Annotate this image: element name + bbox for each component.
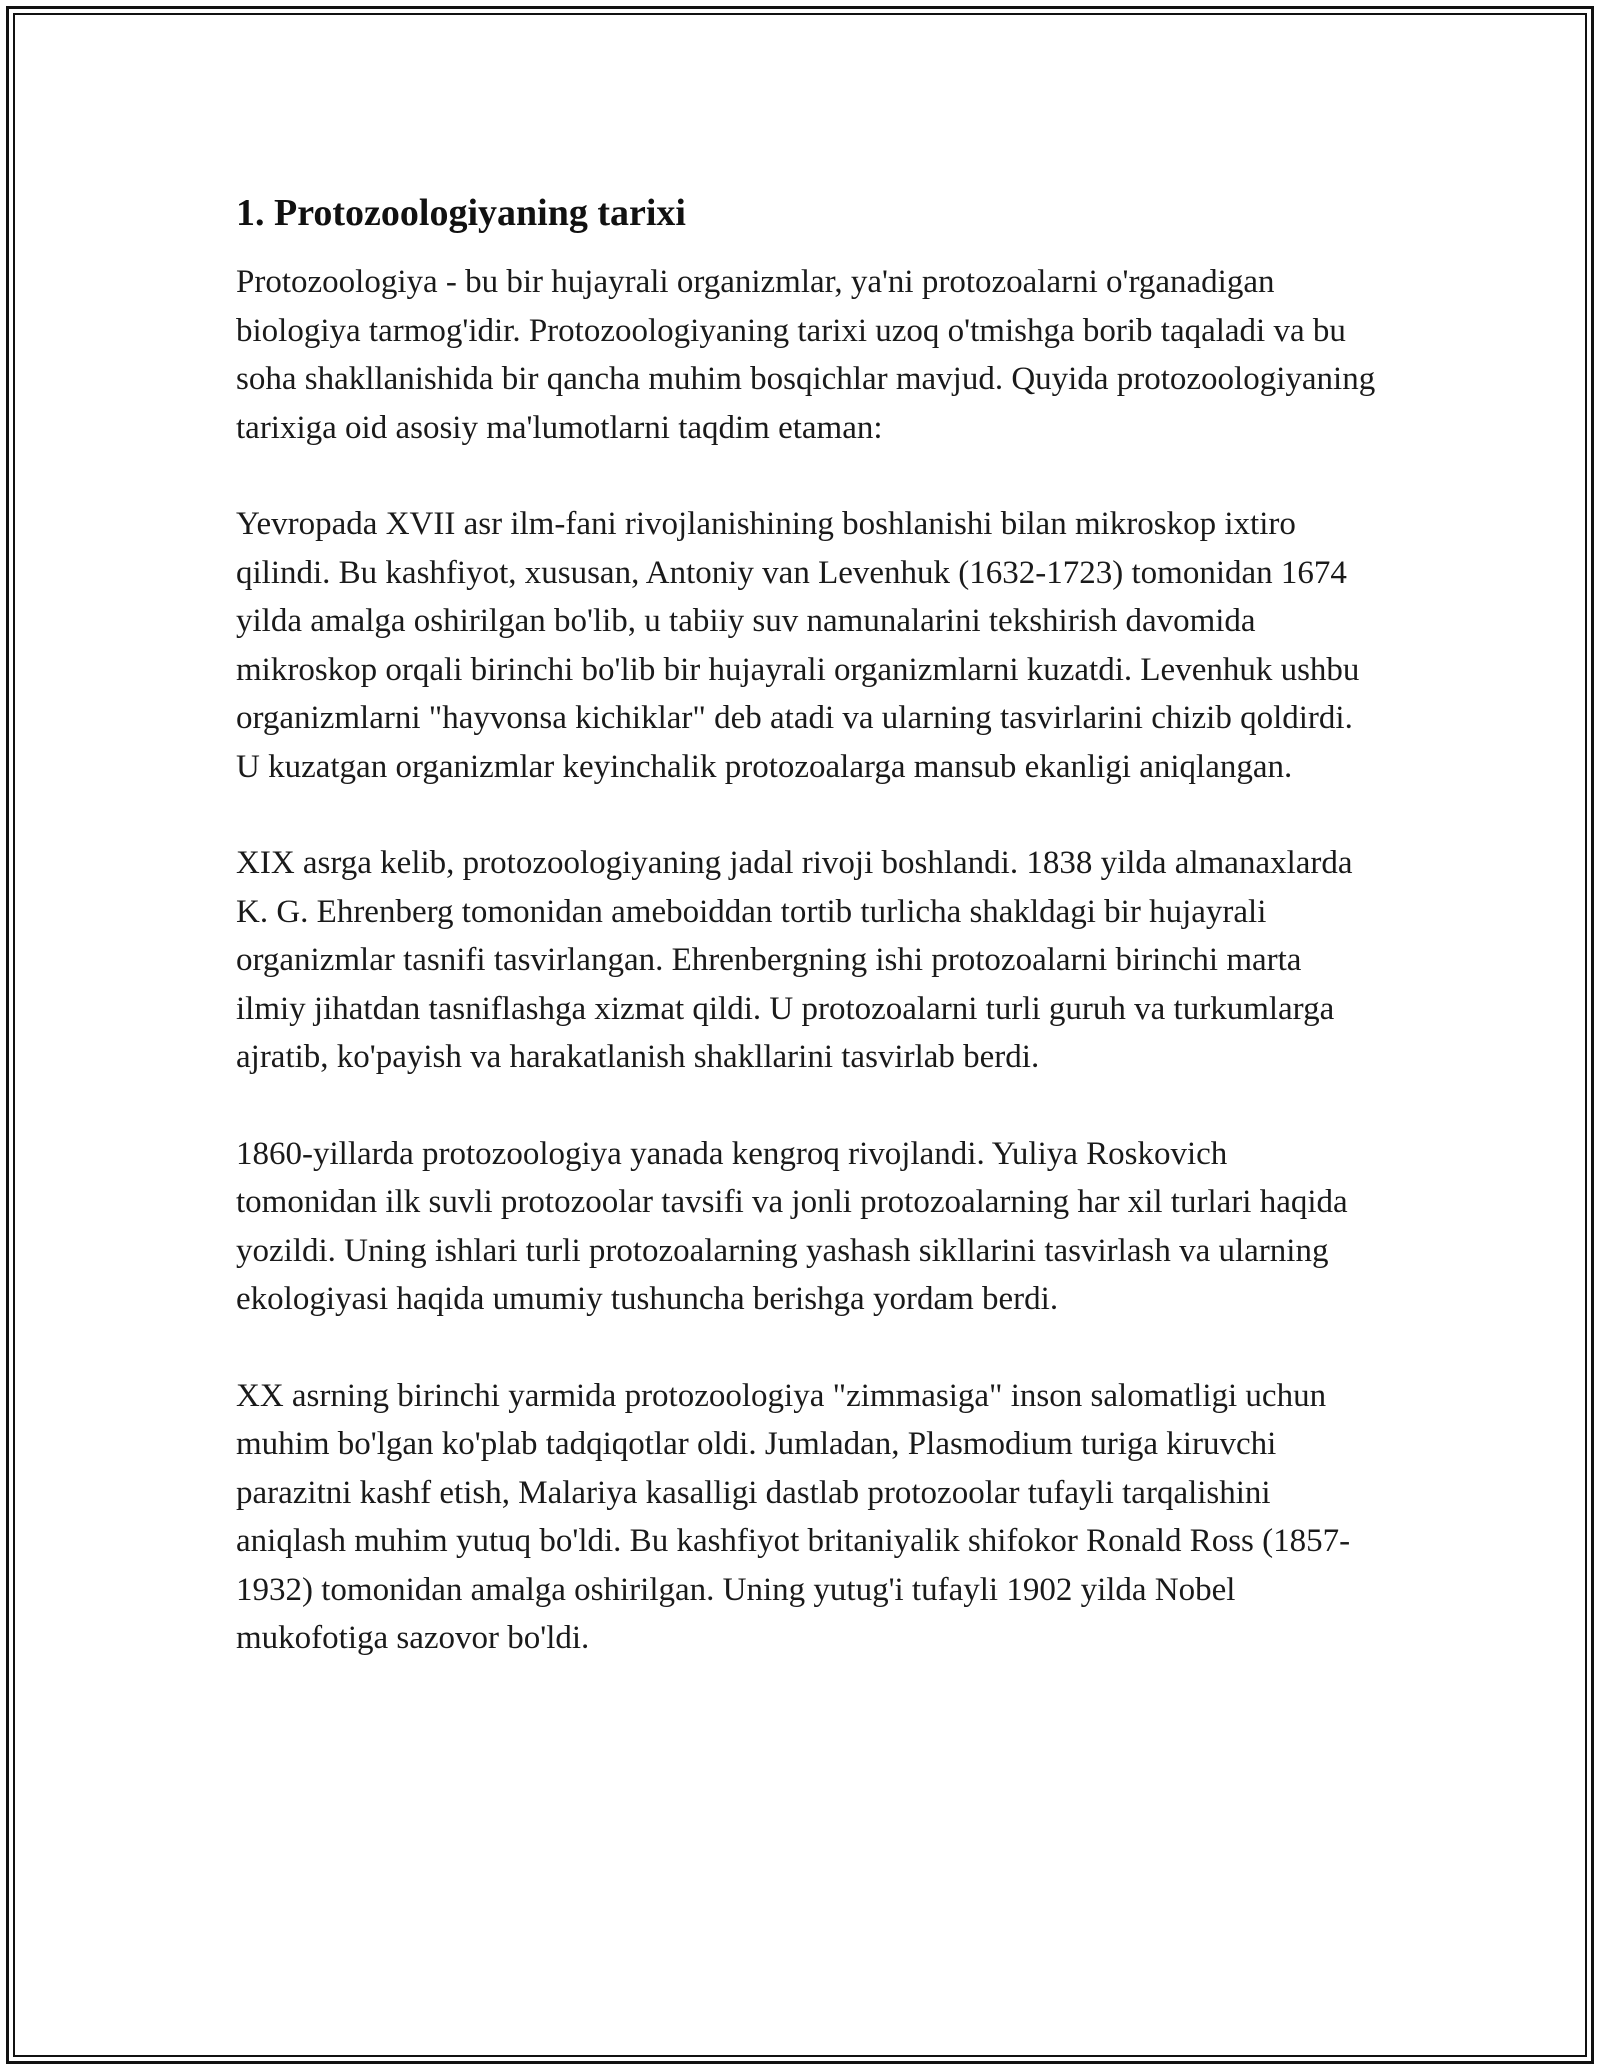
paragraph-19th-century: XIX asrga kelib, protozoologiyaning jadal rivoji boshlandi. 1838 yilda almanaxlarda K. G. Ehrenberg tomonidan ameboiddan tortib turlicha shakldagi bir hujayrali organizmlar tasnifi tasvirlangan. Ehrenbergning ishi protozoalarni birinchi marta ilmiy jihatdan tasniflashga xizmat qildi. U protozoalarni turli guruh va turkumlarga ajratib, ko'payish va harakatlanish shakllarini tasvirlab berdi. xyxy=(236,845,1353,1075)
paragraph-20th-century: XX asrning birinchi yarmida protozoologiya "zimmasiga" inson salomatligi uchun muhim bo'lgan ko'plab tadqiqotlar oldi. Jumladan, Plasmodium turiga kiruvchi parazitni kashf etish, Malariya kasalligi dastlab protozoolar tufayli tarqalishini aniqlash muhim yutuq bo'ldi. Bu kashfiyot britaniyalik shifokor Ronald Ross (1857-1932) tomonidan amalga oshirilgan. Uning yutug'i tufayli 1902 yilda Nobel mukofotiga sazovor bo'ldi. xyxy=(236,1377,1351,1656)
paragraph-intro: Protozoologiya - bu bir hujayrali organizmlar, ya'ni protozoalarni o'rganadigan biologiya tarmog'idir. Protozoologiyaning tarixi uzoq o'tmishga borib taqaladi va bu soha shakllanishida bir qancha muhim bosqichlar mavjud. Quyida protozoologiyaning tarixiga oid asosiy ma'lumotlarni taqdim etaman: xyxy=(236,264,1376,446)
paragraph-17th-century: Yevropada XVII asr ilm-fani rivojlanishining boshlanishi bilan mikroskop ixtiro qilindi. Bu kashfiyot, xususan, Antoniy van Levenhuk (1632-1723) tomonidan 1674 yilda amalga oshirilgan bo'lib, u tabiiy suv namunalarini tekshirish davomida mikroskop orqali birinchi bo'lib bir hujayrali organizmlarni kuzatdi. Levenhuk ushbu organizmlarni "hayvonsa kichiklar" deb atadi va ularning tasvirlarini chizib qoldirdi. U kuzatgan organizmlar keyinchalik protozoalarga mansub ekanligi aniqlangan. xyxy=(236,506,1360,785)
section-title: 1. Protozoologiyaning tarixi xyxy=(236,192,686,234)
document-body xyxy=(236,186,1376,1711)
paragraph-1860s: 1860-yillarda protozoologiya yanada kengroq rivojlandi. Yuliya Roskovich tomonidan ilk suvli protozoolar tavsifi va jonli protozoalarning har xil turlari haqida yozildi. Uning ishlari turli protozoalarning yashash sikllarini tasvirlash va ularning ekologiyasi haqida umumiy tushuncha berishga yordam berdi. xyxy=(236,1135,1348,1317)
